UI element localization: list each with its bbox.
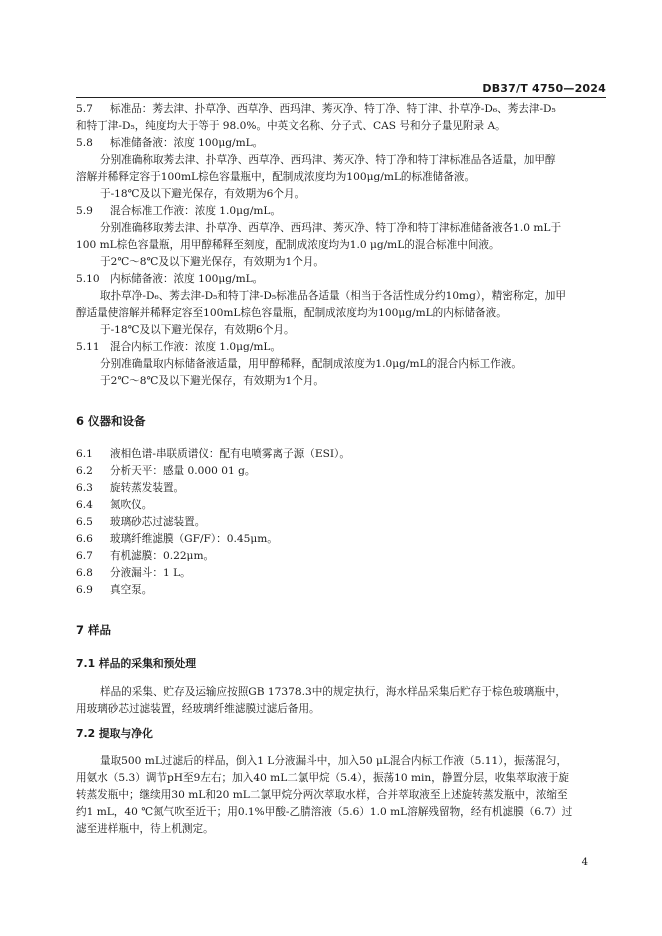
clause-number: 6.9 (76, 584, 93, 596)
clause-number: 5.11 (76, 341, 100, 353)
subsection-7-1-title: 7.1 样品的采集和预处理 (76, 657, 197, 670)
clause-number: 6.6 (76, 533, 93, 545)
clause-number: 5.8 (76, 137, 93, 149)
clause-text: 分析天平：感量 0.000 01 g。 (110, 465, 256, 477)
body-line: 100 mL棕色容量瓶，用甲醇稀释至刻度，配制成浓度均为1.0 μg/mL的混合标准中间液。 (76, 239, 500, 251)
body-line: 样品的采集、贮存及运输应按照GB 17378.3中的规定执行，海水样品采集后贮存于棕色玻璃瓶中， (100, 686, 566, 698)
body-line: 滤至进样瓶中，待上机测定。 (76, 823, 214, 835)
item-6-5 (76, 514, 205, 530)
clause-text: 玻璃砂芯过滤装置。 (110, 516, 206, 528)
clause-number: 6.8 (76, 567, 93, 579)
clause-number: 6.3 (76, 482, 93, 494)
body-line: 于2℃～8℃及以下避光保存，有效期为1个月。 (100, 256, 325, 268)
item-6-2 (76, 463, 255, 479)
clause-text: 分液漏斗：1 L。 (110, 567, 191, 579)
item-6-4 (76, 497, 152, 513)
clause-number: 5.7 (76, 103, 93, 115)
item-6-6 (76, 531, 278, 547)
clause-number: 6.5 (76, 516, 93, 528)
clause-5-10 (76, 271, 263, 287)
clause-text: 玻璃纤维滤膜（GF/F）：0.45μm。 (110, 533, 278, 545)
subsection-7-2-title: 7.2 提取与净化 (76, 727, 153, 740)
body-line: 于-18℃及以下避光保存，有效期为6个月。 (100, 188, 306, 200)
clause-number: 6.7 (76, 550, 93, 562)
item-6-8 (76, 565, 191, 581)
body-line: 溶解并稀释定容于100mL棕色容量瓶中，配制成浓度均为100μg/mL的标准储备液。 (76, 171, 476, 183)
clause-5-9 (76, 203, 281, 219)
body-line: 用玻璃砂芯过滤装置，经玻璃纤维滤膜过滤后备用。 (76, 703, 320, 715)
body-line: 醇适量使溶解并稀释定容至100mL棕色容量瓶，配制成浓度均为100μg/mL的内标储备液。 (76, 307, 507, 319)
section-7-title: 7 样品 (76, 623, 112, 637)
clause-text: 标准品：莠去津、扑草净、西草净、西玛津、莠灭净、特丁净、特丁津、扑草净-D₆、莠去津-D₅ (110, 103, 556, 115)
item-6-1 (76, 446, 350, 462)
clause-5-11 (76, 339, 281, 355)
body-line: 取扑草净-D₆、莠去津-D₅和特丁津-D₅标准品各适量（相当于各活性成分约10mg），精密称定，加甲 (100, 290, 566, 302)
body-line: 约1 mL，40 ℃氮气吹至近干；用0.1%甲酸-乙腈溶液（5.6）1.0 mL溶解残留物，经有机滤膜（6.7）过 (76, 806, 573, 818)
body-line: 量取500 mL过滤后的样品，倒入1 L分液漏斗中，加入50 μL混合内标工作液（5.11），振荡混匀， (100, 755, 568, 767)
clause-text: 标准储备液：浓度 100μg/mL。 (110, 137, 264, 149)
header-rule (76, 97, 606, 98)
item-6-3 (76, 480, 184, 496)
standard-code: DB37/T 4750—2024 (482, 82, 606, 95)
clause-text: 真空泵。 (110, 584, 153, 596)
clause-text: 内标储备液：浓度 100μg/mL。 (110, 273, 264, 285)
clause-number: 6.1 (76, 448, 93, 460)
body-line: 于-18℃及以下避光保存，有效期6个月。 (100, 324, 295, 336)
clause-number: 6.4 (76, 499, 93, 511)
body-line: 于2℃～8℃及以下避光保存，有效期为1个月。 (100, 375, 325, 387)
item-6-9 (76, 582, 152, 598)
body-line: 和特丁津-D₅，纯度均大于等于 98.0%。中英文名称、分子式、CAS 号和分子量见附录 A。 (76, 120, 506, 132)
body-line: 分别准确量取内标储备液适量，用甲醇稀释，配制成浓度为1.0μg/mL的混合内标工作液。 (100, 358, 522, 370)
clause-text: 有机滤膜：0.22μm。 (110, 550, 215, 562)
clause-text: 混合内标工作液：浓度 1.0μg/mL。 (110, 341, 282, 353)
body-line: 分别准确称取莠去津、扑草净、西草净、西玛津、莠灭净、特丁净和特丁津标准品各适量，加甲醇 (100, 154, 556, 166)
clause-number: 5.10 (76, 273, 100, 285)
section-6-title: 6 仪器和设备 (76, 414, 146, 428)
clause-text: 旋转蒸发装置。 (110, 482, 185, 494)
page-number: 4 (581, 857, 588, 868)
item-6-7 (76, 548, 214, 564)
clause-text: 氮吹仪。 (110, 499, 153, 511)
body-line: 用氨水（5.3）调节pH至9左右；加入40 mL二氯甲烷（5.4），振荡10 min，静置分层，收集萃取液于旋 (76, 772, 569, 784)
clause-text: 混合标准工作液：浓度 1.0μg/mL。 (110, 205, 282, 217)
body-line: 分别准确移取莠去津、扑草净、西草净、西玛津、莠灭净、特丁净和特丁津标准储备液各1.0 mL于 (100, 222, 562, 234)
clause-5-7 (76, 101, 556, 117)
clause-number: 5.9 (76, 205, 93, 217)
clause-text: 液相色谱-串联质谱仪：配有电喷雾离子源（ESI）。 (110, 448, 350, 460)
clause-5-8 (76, 135, 263, 151)
clause-number: 6.2 (76, 465, 93, 477)
body-line: 转蒸发瓶中；继续用30 mL和20 mL二氯甲烷分两次萃取水样，合并萃取液至上述旋转蒸发瓶中，浓缩至 (76, 789, 568, 801)
